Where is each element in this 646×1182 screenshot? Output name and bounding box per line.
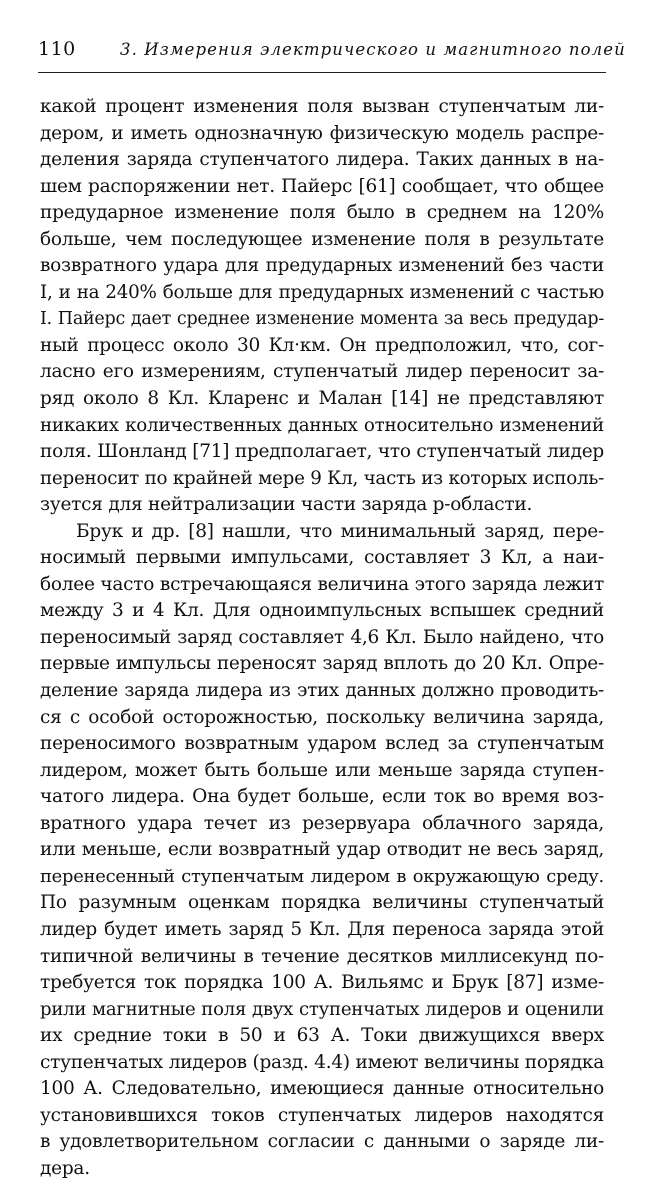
text-line: первые импульсы переносят заряд вплоть до 20 Кл. Опре- (40, 653, 604, 675)
text-line: вратного удара течет из резервуара облачного заряда, (40, 812, 604, 834)
text-line: I, и на 240% больше для предударных изменений с частью (40, 281, 604, 303)
page-number: 110 (38, 38, 76, 60)
text-line: переносимого возвратным ударом вслед за ступенчатым (40, 733, 604, 755)
text-line: переносимый заряд составляет 4,6 Кл. Было найдено, что (40, 626, 604, 648)
text-line: ный процесс около 30 Кл·км. Он предположил, что, сог- (40, 334, 604, 356)
running-title: 3. Измерения электрического и магнитного полей (120, 40, 626, 59)
text-line: типичной величины в течение десятков миллисекунд по- (40, 945, 604, 967)
text-line: ступенчатых лидеров (разд. 4.4) имеют величины порядка (40, 1051, 604, 1073)
body-text (40, 94, 604, 1182)
text-line: рили магнитные поля двух ступенчатых лидеров и оценили (40, 998, 604, 1020)
text-line: I. Пайерс дает среднее изменение момента за весь предудар- (40, 309, 604, 330)
text-line: поля. Шонланд [71] предполагает, что ступенчатый лидер (40, 441, 604, 463)
text-line: чатого лидера. Она будет больше, если ток во время воз- (40, 786, 604, 808)
paragraph-start-line: Брук и др. [8] нашли, что минимальный заряд, пере- (76, 520, 604, 542)
text-line: более часто встречающаяся величина этого заряда лежит (40, 573, 604, 595)
text-line: лидером, может быть больше или меньше заряда ступен- (40, 759, 604, 781)
text-line: носимый первыми импульсами, составляет 3 Кл, а наи- (40, 547, 604, 569)
text-line: переносит по крайней мере 9 Кл, часть из которых исполь- (40, 467, 604, 489)
text-line: По разумным оценкам порядка величины ступенчатый (40, 892, 604, 914)
text-line: возвратного удара для предударных изменений без части (40, 255, 604, 277)
text-line: в удовлетворительном согласии с данными о заряде ли- (40, 1131, 604, 1153)
text-line: между 3 и 4 Кл. Для одноимпульсных вспышек средний (40, 600, 604, 622)
text-line: никаких количественных данных относительно изменений (40, 414, 604, 436)
text-line: установившихся токов ступенчатых лидеров находятся (40, 1104, 604, 1126)
text-line: ряд около 8 Кл. Кларенс и Малан [14] не представляют (40, 388, 604, 410)
page-header (38, 32, 626, 78)
paragraph-end-line: дера. (40, 1157, 90, 1179)
text-line: дером, и иметь однозначную физическую модель распре- (40, 122, 604, 144)
text-line: деления заряда ступенчатого лидера. Таких данных в на- (40, 149, 604, 171)
header-rule (38, 72, 606, 73)
text-line: ся с особой осторожностью, поскольку величина заряда, (40, 706, 604, 728)
text-line: больше, чем последующее изменение поля в результате (40, 228, 604, 250)
text-line: 100 А. Следовательно, имеющиеся данные относительно (40, 1078, 604, 1100)
text-line: их средние токи в 50 и 63 А. Токи движущихся вверх (40, 1025, 604, 1047)
paragraph-end-line: зуется для нейтрализации части заряда p-области. (40, 494, 533, 516)
text-line: какой процент изменения поля вызван ступенчатым ли- (40, 96, 604, 117)
text-line: перенесенный ступенчатым лидером в окружающую среду. (40, 865, 604, 887)
text-line: деление заряда лидера из этих данных должно проводить- (40, 680, 604, 702)
text-line: лидер будет иметь заряд 5 Кл. Для переноса заряда этой (40, 918, 604, 940)
text-line: предударное изменение поля было в среднем на 120% (40, 202, 604, 224)
text-line: требуется ток порядка 100 А. Вильямс и Брук [87] изме- (40, 972, 604, 994)
text-line: шем распоряжении нет. Пайерс [61] сообщает, что общее (40, 175, 604, 197)
text-line: ласно его измерениям, ступенчатый лидер переносит за- (40, 361, 604, 383)
text-line: или меньше, если возвратный удар отводит не весь заряд, (40, 839, 604, 861)
